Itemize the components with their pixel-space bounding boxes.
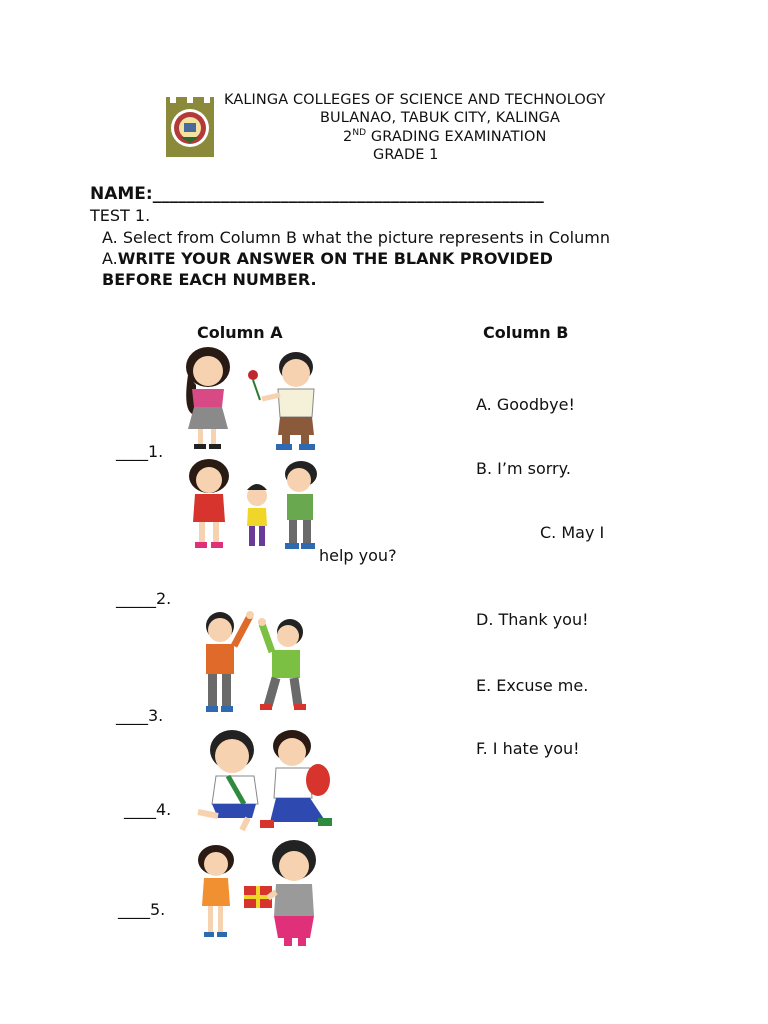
picture-three-kids xyxy=(185,458,325,558)
item-4-blank[interactable]: ____4. xyxy=(124,800,172,819)
item-1-blank[interactable]: ____1. xyxy=(116,442,164,461)
item-2-blank[interactable]: _____2. xyxy=(116,589,172,608)
item-3-blank[interactable]: ____3. xyxy=(116,706,164,725)
instruction-line-3: BEFORE EACH NUMBER. xyxy=(102,270,317,289)
instruction-prefix: A. xyxy=(102,249,118,268)
picture-boys-waving xyxy=(198,610,310,720)
grade-level: GRADE 1 xyxy=(373,147,439,163)
choice-d: D. Thank you! xyxy=(476,610,589,629)
instruction-line-1: A. Select from Column B what the picture represents in Column xyxy=(102,228,610,247)
name-label: NAME: xyxy=(90,184,153,204)
choice-a: A. Goodbye! xyxy=(476,395,575,414)
picture-girl-boy-flower xyxy=(178,345,323,455)
school-address: BULANAO, TABUK CITY, KALINGA xyxy=(320,110,561,126)
instruction-emphasis: WRITE YOUR ANSWER ON THE BLANK PROVIDED xyxy=(117,249,553,268)
school-name: KALINGA COLLEGES OF SCIENCE AND TECHNOLOGY xyxy=(224,92,606,108)
choice-c-part-1: C. May I xyxy=(540,523,605,542)
item-5-blank[interactable]: ____5. xyxy=(118,900,166,919)
column-b-title: Column B xyxy=(483,323,569,342)
test-label: TEST 1. xyxy=(90,206,151,225)
choice-f: F. I hate you! xyxy=(476,739,580,758)
school-seal-logo xyxy=(166,97,214,157)
exam-number-suffix: ND xyxy=(352,128,367,138)
instruction-line-2 xyxy=(102,249,553,268)
exam-title xyxy=(343,128,546,145)
column-a-title: Column A xyxy=(197,323,283,342)
exam-number: 2 xyxy=(343,129,353,145)
choice-b: B. I’m sorry. xyxy=(476,459,571,478)
choice-e: E. Excuse me. xyxy=(476,676,589,695)
name-field[interactable] xyxy=(90,184,544,204)
name-blank-line[interactable]: ______________________________________________ xyxy=(152,184,544,204)
exam-title-rest: GRADING EXAMINATION xyxy=(366,129,547,145)
choice-c-part-2: help you? xyxy=(319,546,397,565)
picture-girl-giving-gift xyxy=(190,840,322,952)
picture-boys-bumping xyxy=(192,726,340,836)
